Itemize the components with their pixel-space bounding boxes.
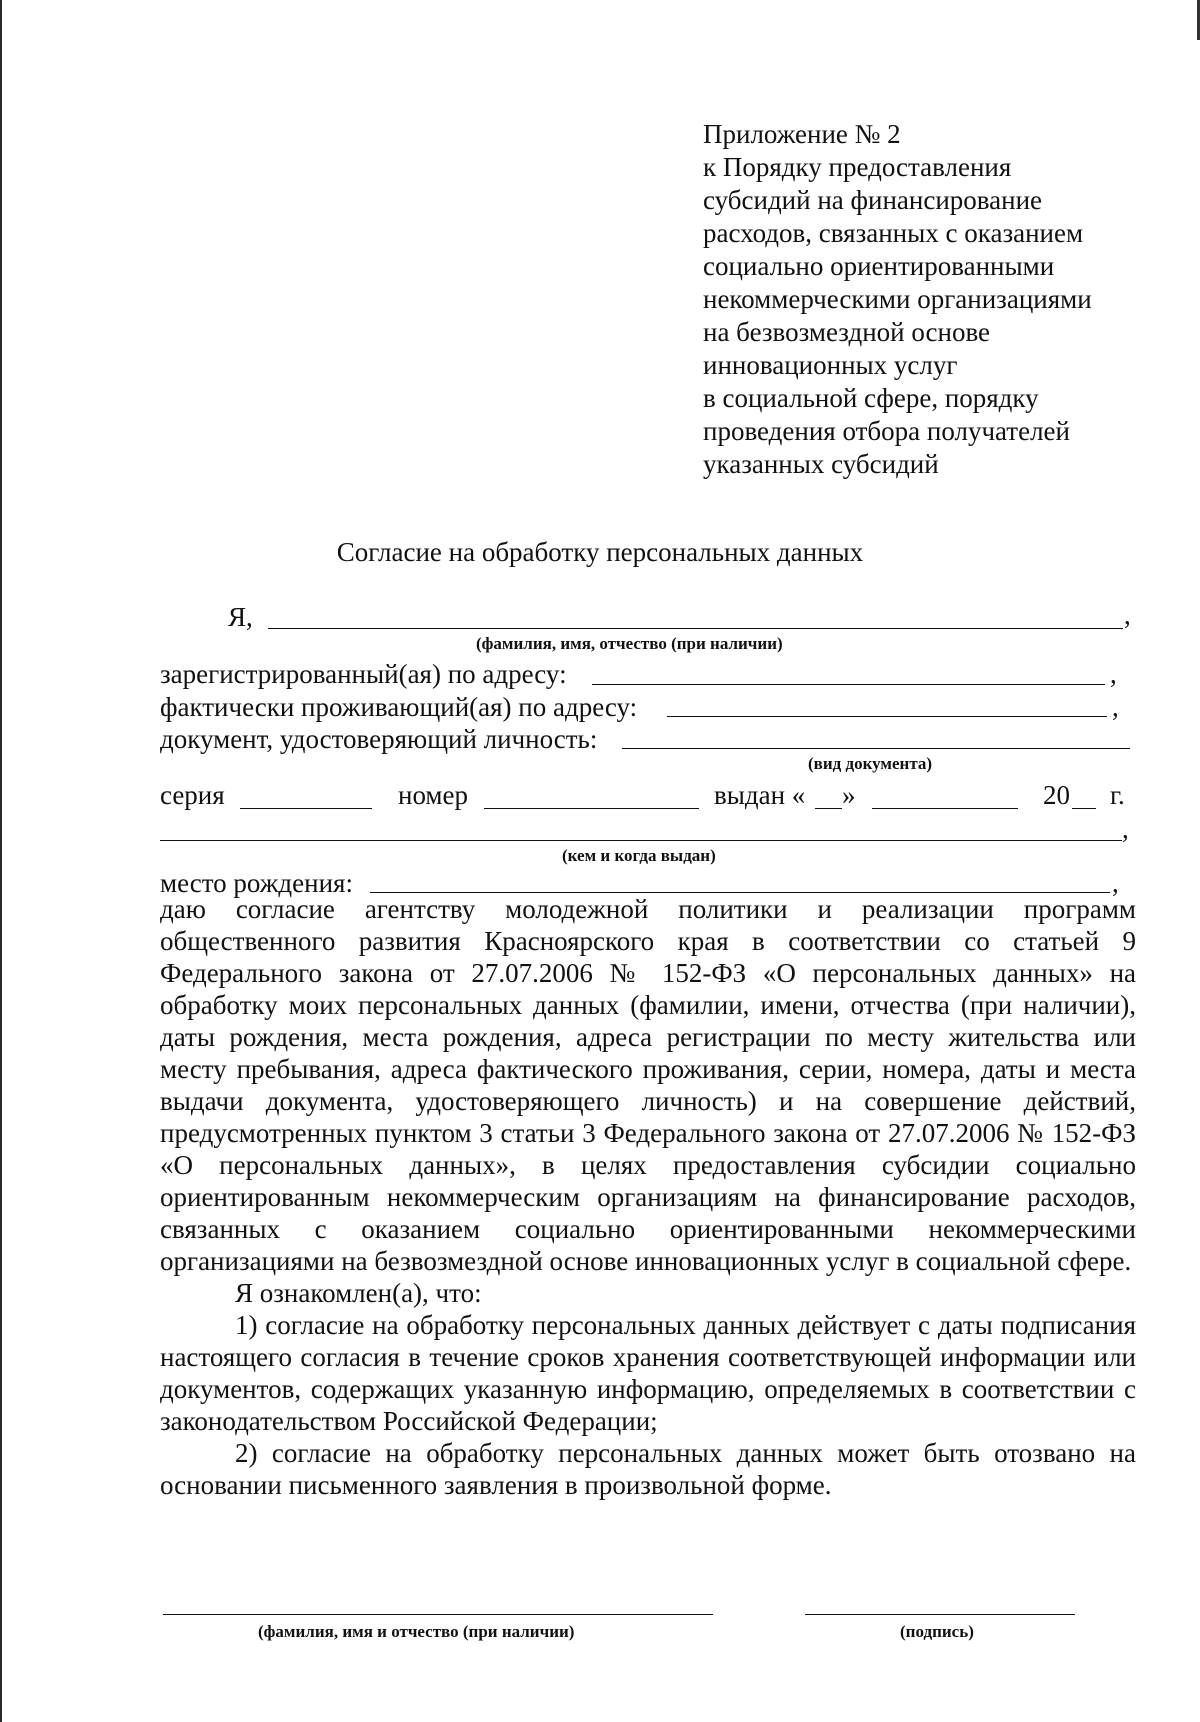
actual-address-label: фактически проживающий(ая) по адресу: <box>160 692 638 722</box>
fio-field[interactable] <box>268 628 1123 629</box>
issued-label: выдан « <box>714 780 806 810</box>
series-field[interactable] <box>240 808 372 809</box>
issued-month-field[interactable] <box>872 808 1018 809</box>
registered-label: зарегистрированный(ая) по адресу: <box>160 659 567 689</box>
i-label: Я, <box>228 602 253 632</box>
item-1-paragraph: 1) согласие на обработку персональных данных действует с даты подписания настоящего согласия в течение сроков хранения соответствующей информации или документов, содержащих указанную информацию, определяемых в соответствии с законодательством Российской Федерации; <box>160 1310 1136 1436</box>
issued-day-field[interactable] <box>815 808 842 809</box>
document-title: Согласие на обработку персональных данных <box>336 537 864 567</box>
issued-by-hint: (кем и когда выдан) <box>562 846 716 865</box>
year-prefix: 20 <box>1043 780 1070 810</box>
appendix-line: субсидий на финансирование <box>703 185 1043 215</box>
appendix-line: указанных субсидий <box>703 449 939 479</box>
actual-address-field[interactable] <box>667 716 1107 717</box>
consent-body <box>160 893 1136 1501</box>
registered-address-field[interactable] <box>592 684 1105 685</box>
series-label: серия <box>160 780 225 810</box>
comma: , <box>1112 692 1119 722</box>
issued-by-field[interactable] <box>160 840 1122 841</box>
comma: , <box>1122 814 1129 844</box>
comma: , <box>1124 600 1131 630</box>
appendix-line: проведения отбора получателей <box>703 416 1070 446</box>
issued-year-field[interactable] <box>1072 808 1096 809</box>
appendix-header <box>703 118 1173 481</box>
signature-hint: (подпись) <box>900 1622 974 1641</box>
issued-close: » <box>842 780 856 810</box>
signature-field[interactable] <box>805 1614 1075 1615</box>
year-suffix: г. <box>1110 780 1125 810</box>
appendix-line: в социальной сфере, порядку <box>703 383 1039 413</box>
item-2-paragraph: 2) согласие на обработку персональных данных может быть отозвано на основании письменного заявления в произвольной форме. <box>160 1438 1136 1500</box>
doc-type-hint: (вид документа) <box>808 754 933 773</box>
birthplace-label: место рождения: <box>160 868 353 898</box>
document-label: документ, удостоверяющий личность: <box>160 724 598 754</box>
appendix-line: некоммерческими организациями <box>703 284 1092 314</box>
acknowledged-paragraph: Я ознакомлен(а), что: <box>235 1278 482 1308</box>
fio-hint: (фамилия, имя, отчество (при наличии) <box>476 634 783 653</box>
signature-name-hint: (фамилия, имя и отчество (при наличии) <box>258 1622 575 1641</box>
appendix-line: инновационных услуг <box>703 350 958 380</box>
number-field[interactable] <box>484 808 699 809</box>
appendix-line: к Порядку предоставления <box>703 152 1012 182</box>
appendix-line: расходов, связанных с оказанием <box>703 218 1084 248</box>
signature-name-field[interactable] <box>163 1614 713 1615</box>
document-field[interactable] <box>622 748 1130 749</box>
appendix-line: на безвозмездной основе <box>703 317 991 347</box>
comma: , <box>1110 659 1117 689</box>
appendix-line: социально ориентированными <box>703 251 1055 281</box>
number-label: номер <box>398 780 469 810</box>
appendix-line: Приложение № 2 <box>703 119 901 149</box>
comma: , <box>1112 868 1119 898</box>
consent-paragraph: даю согласие агентству молодежной политики и реализации программ общественного развития Красноярского края в соответствии со статьей 9 Федерального закона от 27.07.2006 № 152-ФЗ «О персональных данных» на обработку моих персональных данных (фамилии, имени, отчества (при наличии), даты рождения, места рождения, адреса регистрации по месту жительства или месту пребывания, адреса фактического проживания, серии, номера, даты и места выдачи документа, удостоверяющего личность) и на совершение действий, предусмотренных пунктом 3 статьи 3 Федерального закона от 27.07.2006 № 152-ФЗ «О персональных данных», в целях предоставления субсидии социально ориентированным некоммерческим организациям на финансирование расходов, связанных с оказанием социально ориентированными некоммерческими организациями на безвозмездной основе инновационных услуг в социальной сфере. <box>160 894 1136 1276</box>
scan-edge-left <box>0 0 2 1722</box>
